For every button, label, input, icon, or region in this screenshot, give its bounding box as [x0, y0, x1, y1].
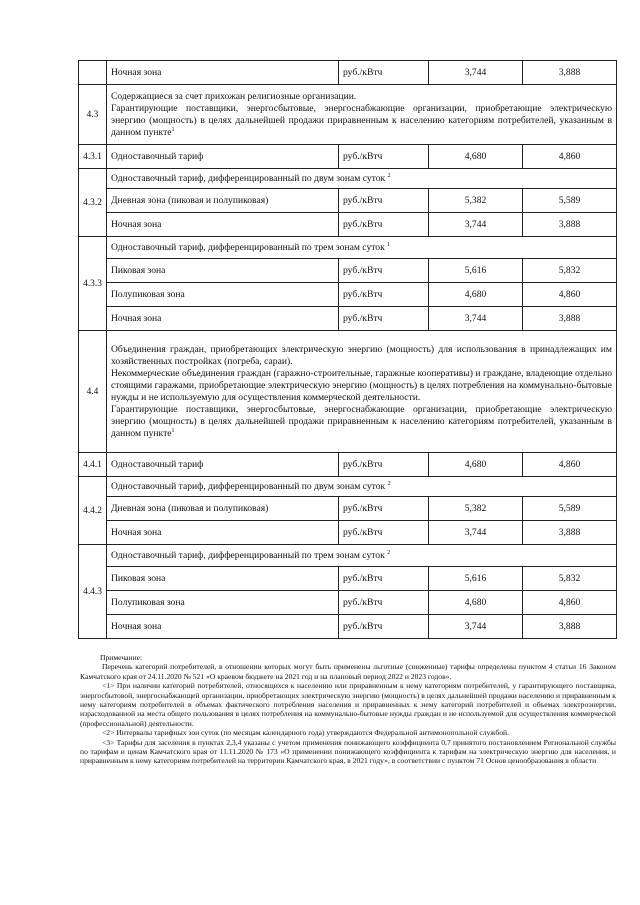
value-2021-h1: 5,616: [429, 567, 523, 591]
zone-name: Ночная зона: [107, 521, 339, 545]
table-row: [79, 307, 617, 331]
table-row: [79, 213, 617, 237]
subsection-header-row: [79, 169, 617, 189]
footnote-ref: 1: [171, 126, 175, 133]
unit-cell: руб./кВтч: [339, 307, 429, 331]
row-number: 4.3.1: [79, 145, 107, 169]
section-header-row: [79, 331, 617, 453]
section-number: 4.4: [79, 331, 107, 453]
row-number: 4.3.3: [79, 237, 107, 331]
description-paragraph: Гарантирующие поставщики, энергосбытовые, энергоснабжающие организации, приобретающие электрическую энергию (мощность) в целях дальнейшей продажи приравненным к населению категориям потребителей, указанным в данном пункте$^1$: [111, 102, 612, 138]
table-row: [79, 283, 617, 307]
value-2021-h1: 3,744: [429, 521, 523, 545]
value-2021-h1: 3,744: [429, 213, 523, 237]
value-2021-h1: 3,744: [429, 615, 523, 639]
tariff-name: Одноставочный тариф: [107, 453, 339, 477]
zone-name: Полупиковая зона: [107, 283, 339, 307]
zone-name: Ночная зона: [107, 615, 339, 639]
row-number: 4.4.1: [79, 453, 107, 477]
footnote-ref: 1: [171, 427, 175, 434]
notes-block: [80, 653, 616, 766]
value-2021-h1: 5,382: [429, 189, 523, 213]
zone-name: Ночная зона: [107, 61, 339, 85]
description-paragraph: Содержащиеся за счет прихожан религиозные организации.: [111, 90, 357, 102]
footnote-ref: 2: [387, 549, 391, 556]
unit-cell: руб./кВтч: [339, 145, 429, 169]
value-2021-h1: 3,744: [429, 61, 523, 85]
table-row: [79, 189, 617, 213]
tariff-table: [78, 60, 617, 639]
unit-cell: руб./кВтч: [339, 497, 429, 521]
zone-name: Пиковая зона: [107, 259, 339, 283]
section-number: 4.3: [79, 85, 107, 145]
subsection-header-row: [79, 477, 617, 497]
zone-name: Ночная зона: [107, 307, 339, 331]
value-2021-h2: 3,888: [523, 521, 617, 545]
unit-cell: руб./кВтч: [339, 283, 429, 307]
footnote-3: <3> Тарифы для заселения в пунктах 2,3,4 указаны с учетом применения понижающего коэффициента 0,7 принятого постановлением Региональной службы по тарифам и ценам Камчатского края от 11.11.2020 № 173 «О применении понижающего коэффициента к тарифам на электрическую энергию для населения, и приравненным к нему категориям потребителей на территории Камчатского края, в 2021 году», в соответствии с пунктом 71 Основ ценообразования в области: [80, 737, 616, 766]
note-paragraph: Перечень категорий потребителей, в отношении которых могут быть применены льготные (сниженные) тарифы определены пунктом 4 статьи 16 Законом Камчатского края от 24.11.2020 № 521 «О краевом бюджете на 2021 год и на плановый период 2022 и 2023 годов».: [80, 662, 616, 681]
table-row: [79, 145, 617, 169]
row-number: 4.4.3: [79, 545, 107, 639]
section-header-row: [79, 85, 617, 145]
unit-cell: руб./кВтч: [339, 259, 429, 283]
zone-name: Дневная зона (пиковая и полупиковая): [107, 497, 339, 521]
value-2021-h2: 4,860: [523, 145, 617, 169]
unit-cell: руб./кВтч: [339, 567, 429, 591]
subsection-title: Одноставочный тариф, дифференцированный по трем зонам суток $^1$: [107, 237, 617, 259]
footnote-1: <1> При наличии категорий потребителей, относящихся к населению или приравненным к нему категориям потребителей, у гарантирующего поставщика, энергосбытовой, энергоснабжающей организации, приобретающих электрическую энергию (мощность) в целях дальнейшей продажи населению и приравненным к нему категориям потребителей в объемах фактического потребления населения и приравненных к нему категорий потребителей и объемах электроэнергии, израсходованной на места общего пользования в целях потребления на коммунально-бытовые нужды граждан и не используемой для осуществления коммерческой (профессиональной) деятельности.: [80, 681, 616, 728]
tariff-name: Одноставочный тариф: [107, 145, 339, 169]
subsection-header-row: [79, 545, 617, 567]
value-2021-h2: 4,860: [523, 283, 617, 307]
section-description: [107, 331, 617, 453]
value-2021-h1: 4,680: [429, 283, 523, 307]
zone-name: Ночная зона: [107, 213, 339, 237]
subsection-title: Одноставочный тариф, дифференцированный по двум зонам суток $^2$: [107, 477, 617, 497]
value-2021-h2: 3,888: [523, 213, 617, 237]
unit-cell: руб./кВтч: [339, 61, 429, 85]
row-number: 4.4.2: [79, 477, 107, 545]
zone-name: Дневная зона (пиковая и полупиковая): [107, 189, 339, 213]
description-paragraph: Объединения граждан, приобретающих электрическую энергию (мощность) для использования в принадлежащих им хозяйственных постройках (погреба, сараи).: [111, 343, 612, 367]
value-2021-h2: 5,832: [523, 259, 617, 283]
value-2021-h1: 4,680: [429, 591, 523, 615]
value-2021-h2: 3,888: [523, 307, 617, 331]
value-2021-h1: 3,744: [429, 307, 523, 331]
value-2021-h1: 5,382: [429, 497, 523, 521]
value-2021-h1: 4,680: [429, 145, 523, 169]
footnote-2: <2> Интервалы тарифных зон суток (по месяцам календарного года) утверждаются Федеральной антимонопольной службой.: [102, 728, 509, 738]
value-2021-h1: 4,680: [429, 453, 523, 477]
row-number: 4.3.2: [79, 169, 107, 237]
footnote-ref: 2: [387, 172, 391, 179]
section-description: [107, 85, 617, 145]
unit-cell: руб./кВтч: [339, 591, 429, 615]
description-paragraph: Гарантирующие поставщики, энергосбытовые, энергоснабжающие организации, приобретающие электрическую энергию (мощность) в целях дальнейшей продажи приравненным к населению категориям потребителей, указанным в данном пункте$^1$: [111, 403, 612, 439]
table-row: [79, 453, 617, 477]
unit-cell: руб./кВтч: [339, 213, 429, 237]
value-2021-h2: 4,860: [523, 591, 617, 615]
zone-name: Пиковая зона: [107, 567, 339, 591]
table-row: [79, 567, 617, 591]
value-2021-h2: 4,860: [523, 453, 617, 477]
value-2021-h2: 5,832: [523, 567, 617, 591]
unit-cell: руб./кВтч: [339, 615, 429, 639]
table-row: [79, 591, 617, 615]
footnote-ref: 2: [387, 480, 391, 487]
row-number: [79, 61, 107, 85]
table-row: [79, 521, 617, 545]
value-2021-h2: 5,589: [523, 189, 617, 213]
subsection-title: Одноставочный тариф, дифференцированный по трем зонам суток $^2$: [107, 545, 617, 567]
unit-cell: руб./кВтч: [339, 521, 429, 545]
table-row: [79, 61, 617, 85]
value-2021-h2: 3,888: [523, 61, 617, 85]
value-2021-h1: 5,616: [429, 259, 523, 283]
unit-cell: руб./кВтч: [339, 453, 429, 477]
table-row: [79, 259, 617, 283]
footnote-ref: 1: [387, 241, 391, 248]
description-paragraph: Некоммерческие объединения граждан (гаражно-строительные, гаражные кооперативы) и граждане, владеющие отдельно стоящими гаражами, приобретающие электрическую энергию (мощность) в целях потребления на коммунально-бытовые нужды и не используемую для осуществления коммерческой деятельности.: [111, 367, 612, 403]
value-2021-h2: 5,589: [523, 497, 617, 521]
subsection-title: Одноставочный тариф, дифференцированный по двум зонам суток $^2$: [107, 169, 617, 189]
zone-name: Полупиковая зона: [107, 591, 339, 615]
table-row: [79, 615, 617, 639]
table-row: [79, 497, 617, 521]
subsection-header-row: [79, 237, 617, 259]
unit-cell: руб./кВтч: [339, 189, 429, 213]
notes-title: Примечание:: [100, 653, 143, 662]
value-2021-h2: 3,888: [523, 615, 617, 639]
